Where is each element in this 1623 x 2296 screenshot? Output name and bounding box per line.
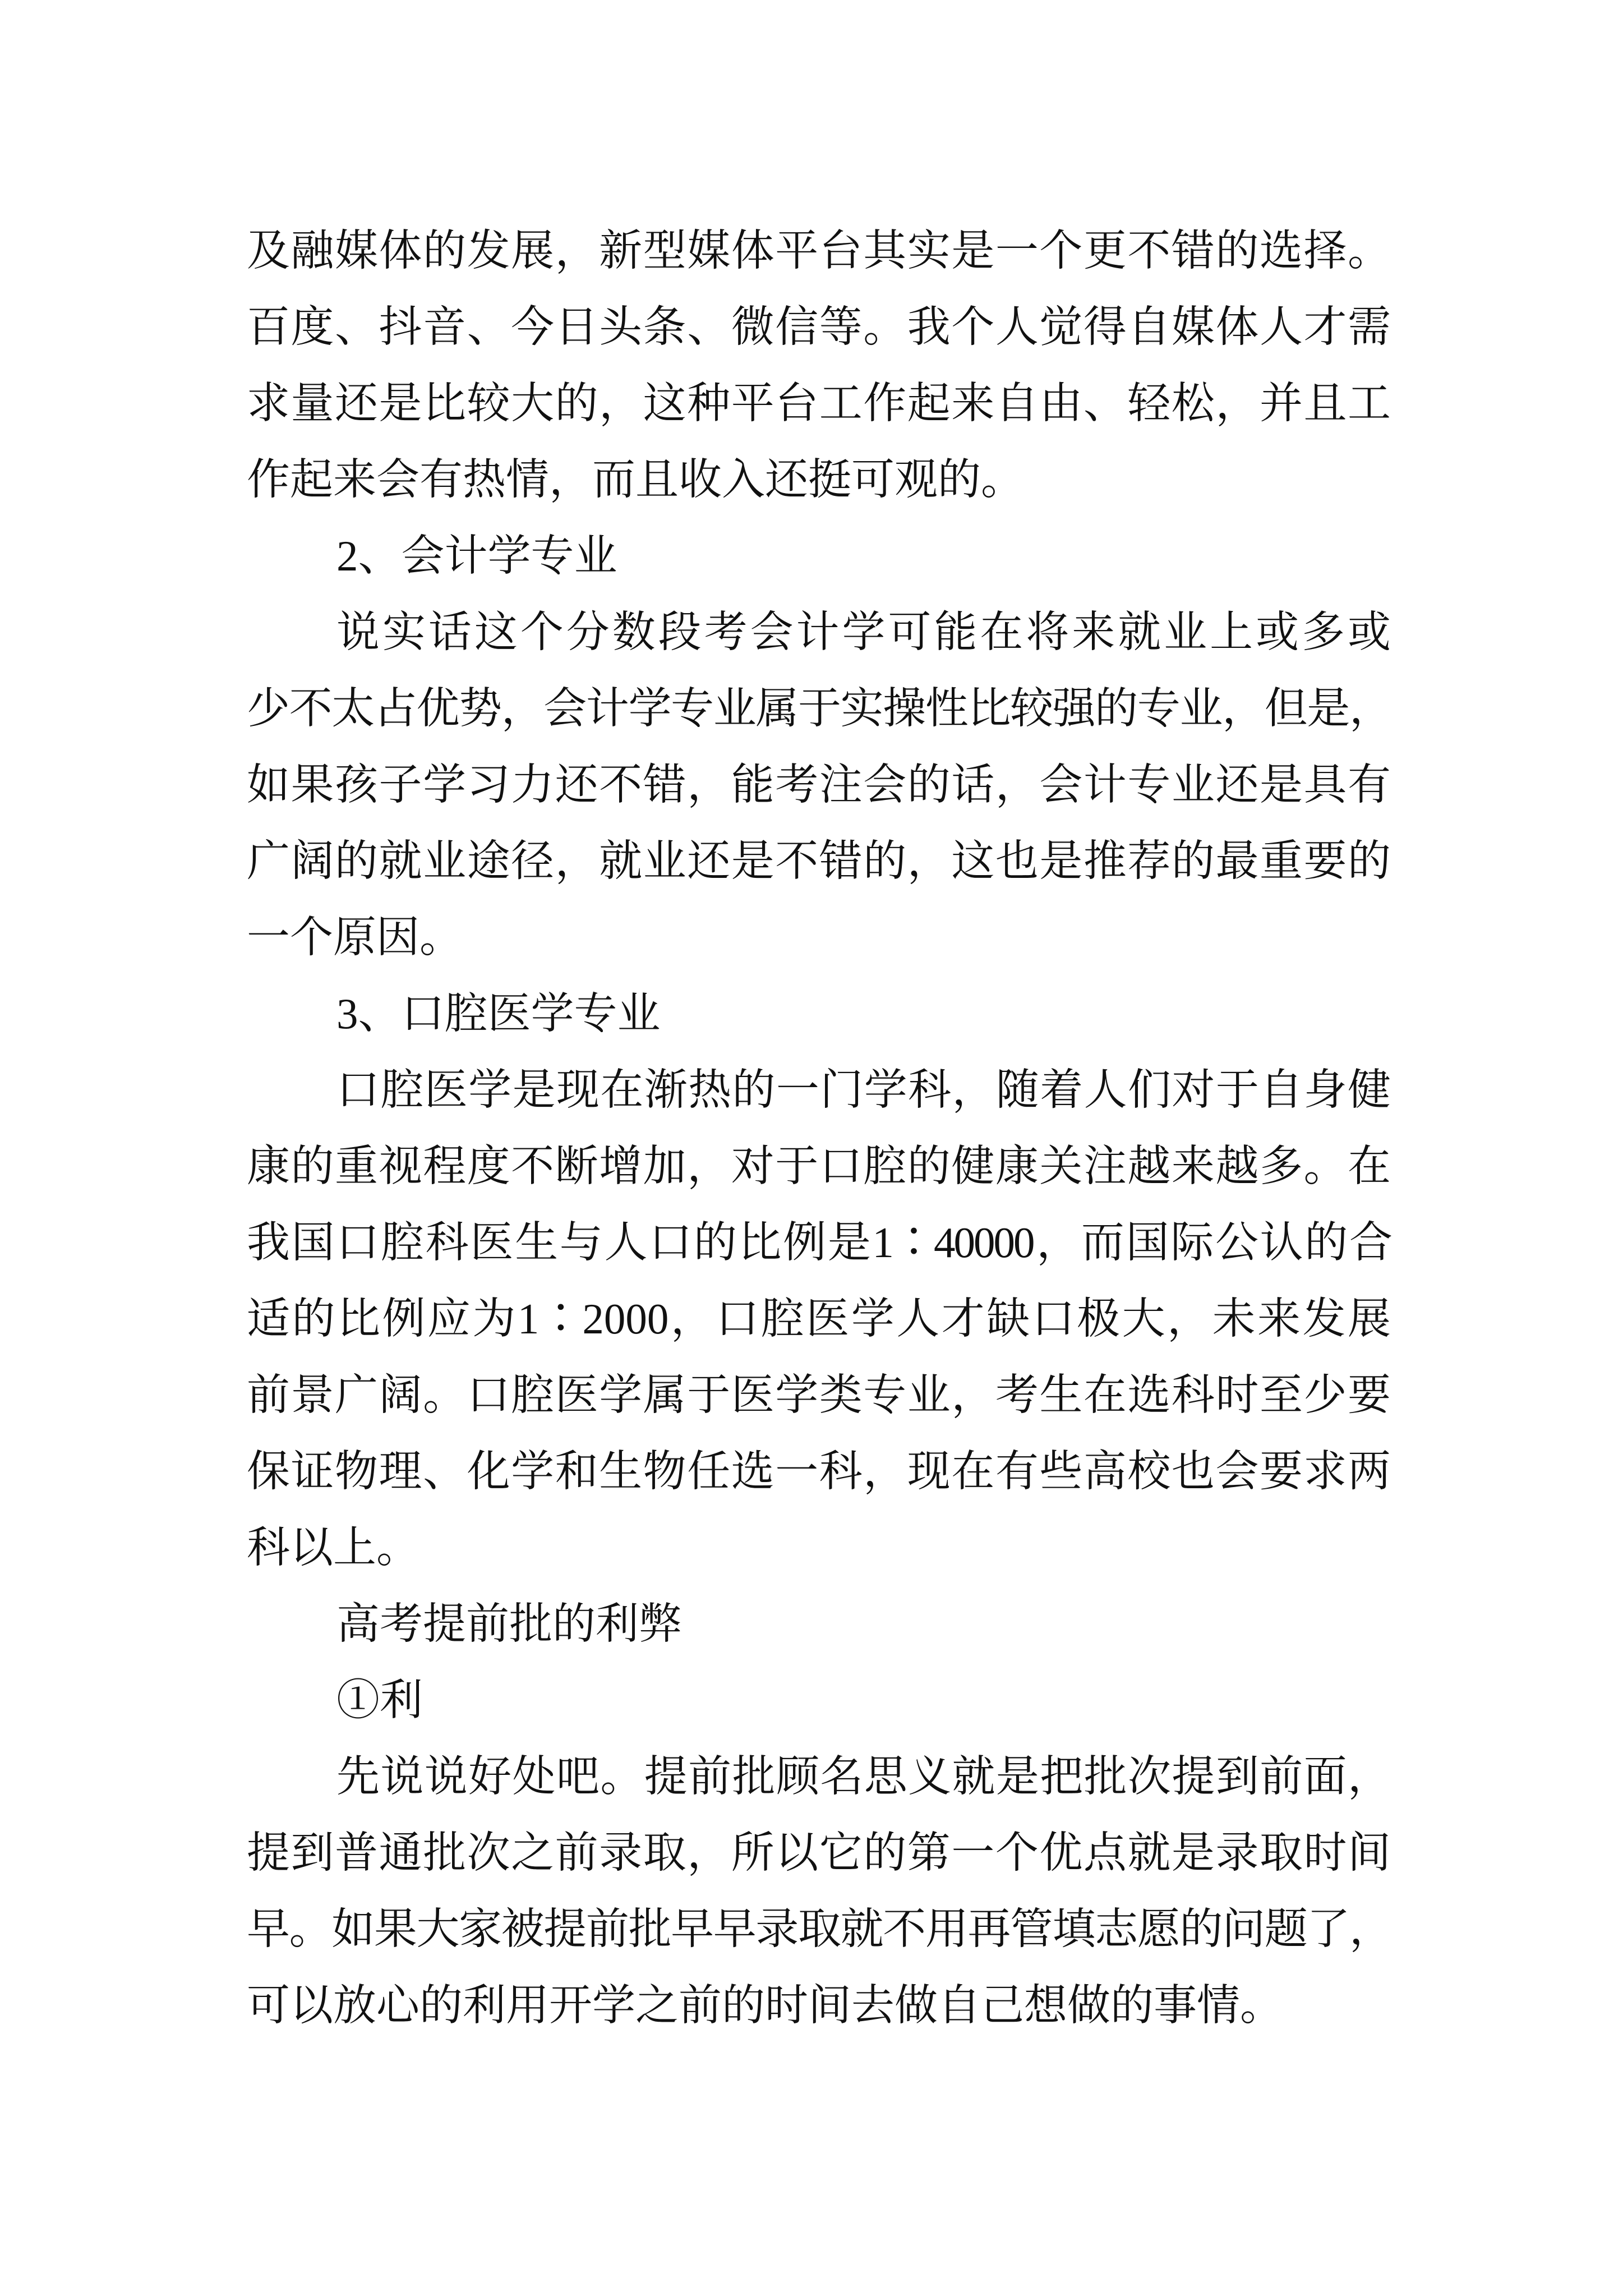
- paragraph: [247, 1052, 1391, 1586]
- document-body: [247, 213, 1391, 2044]
- paragraph-line: 康的重视程度不断增加，对于口腔的健康关注越来越多。在: [247, 1142, 1391, 1190]
- paragraph-line: 作起来会有热情，而且收入还挺可观的。: [247, 455, 1024, 504]
- paragraph-line: 说实话这个分数段考会计学可能在将来就业上或多或: [336, 608, 1391, 656]
- paragraph-line: 一个原因。: [247, 913, 463, 961]
- paragraph-line: 口腔医学是现在渐热的一门学科，随着人们对于自身健: [336, 1066, 1391, 1114]
- paragraph-line: 我国口腔科医生与人口的比例是1∶40000，而国际公认的合: [247, 1218, 1391, 1267]
- paragraph-line: 前景广阔。口腔医学属于医学类专业，考生在选科时至少要: [247, 1371, 1391, 1419]
- paragraph-line: 适的比例应为1∶2000，口腔医学人才缺口极大，未来发展: [247, 1295, 1391, 1343]
- paragraph-line: 求量还是比较大的，这种平台工作起来自由、轻松，并且工: [247, 379, 1391, 427]
- section-heading: [247, 518, 1391, 594]
- section-heading: [247, 976, 1391, 1052]
- section-heading: [247, 1586, 1391, 1662]
- sub-heading: [247, 1662, 1391, 1738]
- paragraph: [247, 1738, 1391, 2044]
- paragraph-line: 早。如果大家被提前批早早录取就不用再管填志愿的问题了，: [247, 1905, 1391, 1953]
- paragraph: [247, 213, 1391, 518]
- paragraph-line: 保证物理、化学和生物任选一科，现在有些高校也会要求两: [247, 1447, 1391, 1496]
- paragraph-line: 先说说好处吧。提前批顾名思义就是把批次提到前面，: [336, 1752, 1391, 1801]
- section-heading-text: 高考提前批的利弊: [336, 1600, 682, 1648]
- section-heading-text: 2、会计学专业: [336, 532, 617, 580]
- paragraph-line: 少不太占优势，会计学专业属于实操性比较强的专业，但是，: [247, 684, 1391, 733]
- sub-heading-text: ①利: [336, 1676, 423, 1724]
- paragraph-line: 广阔的就业途径，就业还是不错的，这也是推荐的最重要的: [247, 837, 1391, 885]
- paragraph-line: 百度、抖音、今日头条、微信等。我个人觉得自媒体人才需: [247, 303, 1391, 351]
- paragraph-line: 科以上。: [247, 1524, 419, 1572]
- paragraph-line: 提到普通批次之前录取，所以它的第一个优点就是录取时间: [247, 1829, 1391, 1877]
- paragraph-line: 及融媒体的发展，新型媒体平台其实是一个更不错的选择。: [247, 227, 1391, 275]
- paragraph-line: 如果孩子学习力还不错，能考注会的话，会计专业还是具有: [247, 761, 1391, 809]
- section-heading-text: 3、口腔医学专业: [336, 990, 661, 1038]
- paragraph-line: 可以放心的利用开学之前的时间去做自己想做的事情。: [247, 1981, 1283, 2030]
- paragraph: [247, 594, 1391, 976]
